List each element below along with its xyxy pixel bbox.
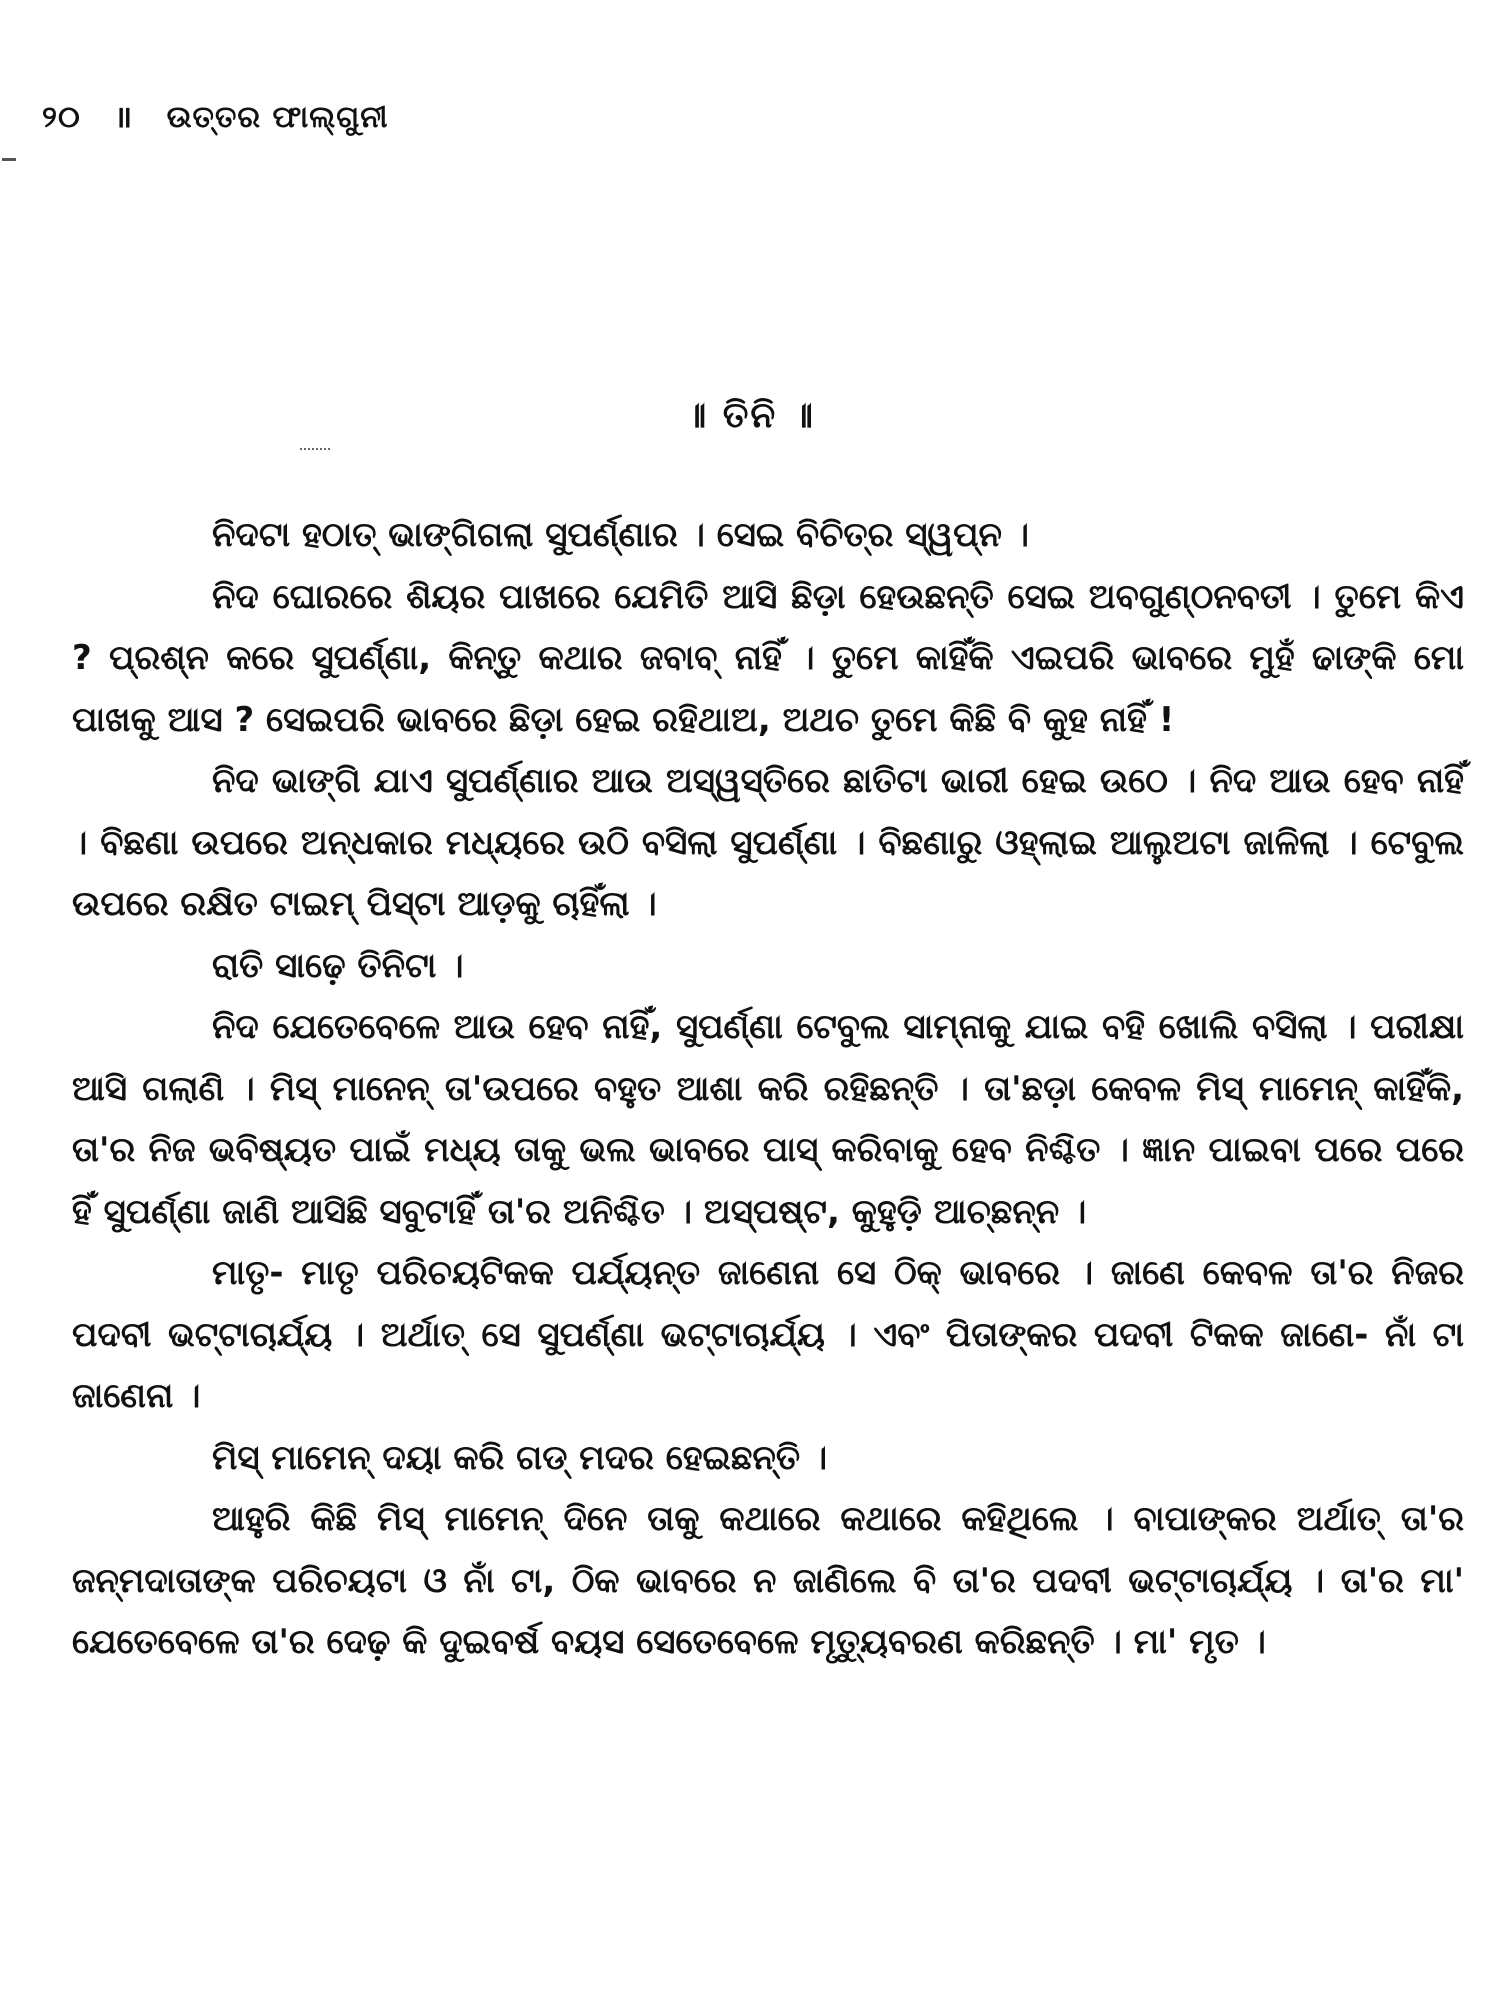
paragraph: ରାତି ସାଢ଼େ ତିନିଟା ।: [212, 945, 464, 986]
scan-speck: [300, 448, 330, 453]
header-separator: ॥: [114, 100, 134, 135]
paragraph: ନିଦ ଘୋରରେ ଶିୟର ପାଖରେ ଯେମିତି ଆସି ଛିଡ଼ା ହେଉଛନ୍ତି ସେଇ ଅବଗୁଣ୍ଠନବତୀ । ତୁମେ କିଏ ? ପ୍ରଶ୍ନ କରେ ସୁପର୍ଣ୍ଣା, କିନ୍ତୁ କଥାର ଜବାବ୍ ନାହିଁ । ତୁମେ କାହିଁକି ଏଇପରି ଭାବରେ ମୁହଁ ଢାଙ୍କି ମୋ ପାଖକୁ ଆସ ? ସେଇପରି ଭାବରେ ଛିଡ଼ା ହେଇ ରହିଥାଅ, ଅଥଚ ତୁମେ କିଛି ବି କୁହ ନାହିଁ !: [72, 576, 1464, 740]
running-header: [42, 95, 389, 136]
chapter-body: [72, 505, 1464, 1674]
paragraph: ମିସ୍ ମାମେନ୍ ଦୟା କରି ଗଡ୍ ମଦର ହେଇଛନ୍ତି ।: [212, 1437, 828, 1478]
paragraph: ନିଦ ଯେତେବେଳେ ଆଉ ହେବ ନାହିଁ, ସୁପର୍ଣ୍ଣା ଟେବୁଲ ସାମ୍ନାକୁ ଯାଇ ବହି ଖୋଲି ବସିଲା । ପରୀକ୍ଷା ଆସି ଗଲାଣି । ମିସ୍ ମାନେନ୍ ତା'ଉପରେ ବହୁତ ଆଶା କରି ରହିଛନ୍ତି । ତା'ଛଡ଼ା କେବଳ ମିସ୍ ମାମେନ୍ କାହିଁକି, ତା'ର ନିଜ ଭବିଷ୍ୟତ ପାଇଁ ମଧ୍ୟ ତାକୁ ଭଲ ଭାବରେ ପାସ୍ କରିବାକୁ ହେବ ନିଶ୍ଚିତ । ଜ୍ଞାନ ପାଇବା ପରେ ପରେ ହିଁ ସୁପର୍ଣ୍ଣା ଜାଣି ଆସିଛି ସବୁଟାହିଁ ତା'ର ଅନିଶ୍ଚିତ । ଅସ୍ପଷ୍ଟ, କୁହୁଡ଼ି ଆଚ୍ଛନ୍ନ ।: [72, 1007, 1464, 1232]
paragraph: ନିଦଟା ହଠାତ୍ ଭାଙ୍ଗିଗଲା ସୁପର୍ଣ୍ଣାର । ସେଇ ବିଚିତ୍ର ସ୍ୱପ୍ନ ।: [212, 515, 1030, 555]
chapter-title: ॥ ତିନି ॥: [684, 395, 816, 436]
scan-speck: [2, 158, 16, 161]
page-number: ୨୦: [42, 100, 81, 135]
paragraph: ମାତୃ- ମାତୃ ପରିଚୟଟିକକ ପର୍ଯ୍ୟନ୍ତ ଜାଣେନା ସେ ଠିକ୍ ଭାବରେ । ଜାଣେ କେବଳ ତା'ର ନିଜର ପଦବୀ ଭଟ୍ଟାଚାର୍ଯ୍ୟ । ଅର୍ଥାତ୍ ସେ ସୁପର୍ଣ୍ଣା ଭଟ୍ଟାଚାର୍ଯ୍ୟ । ଏବଂ ପିତାଙ୍କର ପଦବୀ ଟିକକ ଜାଣେ- ନାଁ ଟା ଜାଣେନା ।: [72, 1253, 1464, 1416]
paragraph: ଆହୁରି କିଛି ମିସ୍ ମାମେନ୍ ଦିନେ ତାକୁ କଥାରେ କଥାରେ କହିଥିଲେ । ବାପାଙ୍କର ଅର୍ଥାତ୍ ତା'ର ଜନ୍ମଦାତାଙ୍କ ପରିଚୟଟା ଓ ନାଁ ଟା, ଠିକ ଭାବରେ ନ ଜାଣିଲେ ବି ତା'ର ପଦବୀ ଭଟ୍ଟାଚାର୍ଯ୍ୟ । ତା'ର ମା' ଯେତେବେଳେ ତା'ର ଦେଢ଼ କି ଦୁଇବର୍ଷ ବୟସ ସେତେବେଳେ ମୃତ୍ୟୁବରଣ କରିଛନ୍ତି । ମା' ମୃତ ।: [72, 1499, 1464, 1662]
paragraph: ନିଦ ଭାଙ୍ଗି ଯାଏ ସୁପର୍ଣ୍ଣାର ଆଉ ଅସ୍ୱସ୍ତିରେ ଛାତିଟା ଭାରୀ ହେଇ ଉଠେ । ନିଦ ଆଉ ହେବ ନାହିଁ । ବିଛଣା ଉପରେ ଅନ୍ଧକାର ମଧ୍ୟରେ ଉଠି ବସିଲା ସୁପର୍ଣ୍ଣା । ବିଛଣାରୁ ଓହ୍ଲାଇ ଆଲୁଅଟା ଜାଳିଲା । ଟେବୁଲ ଉପରେ ରକ୍ଷିତ ଟାଇମ୍ ପିସ୍‌ଟା ଆଡ଼କୁ ଚାହିଁଲା ।: [72, 761, 1464, 924]
book-title: ଉତ୍ତର ଫାଲ୍‌ଗୁନୀ: [166, 100, 389, 135]
